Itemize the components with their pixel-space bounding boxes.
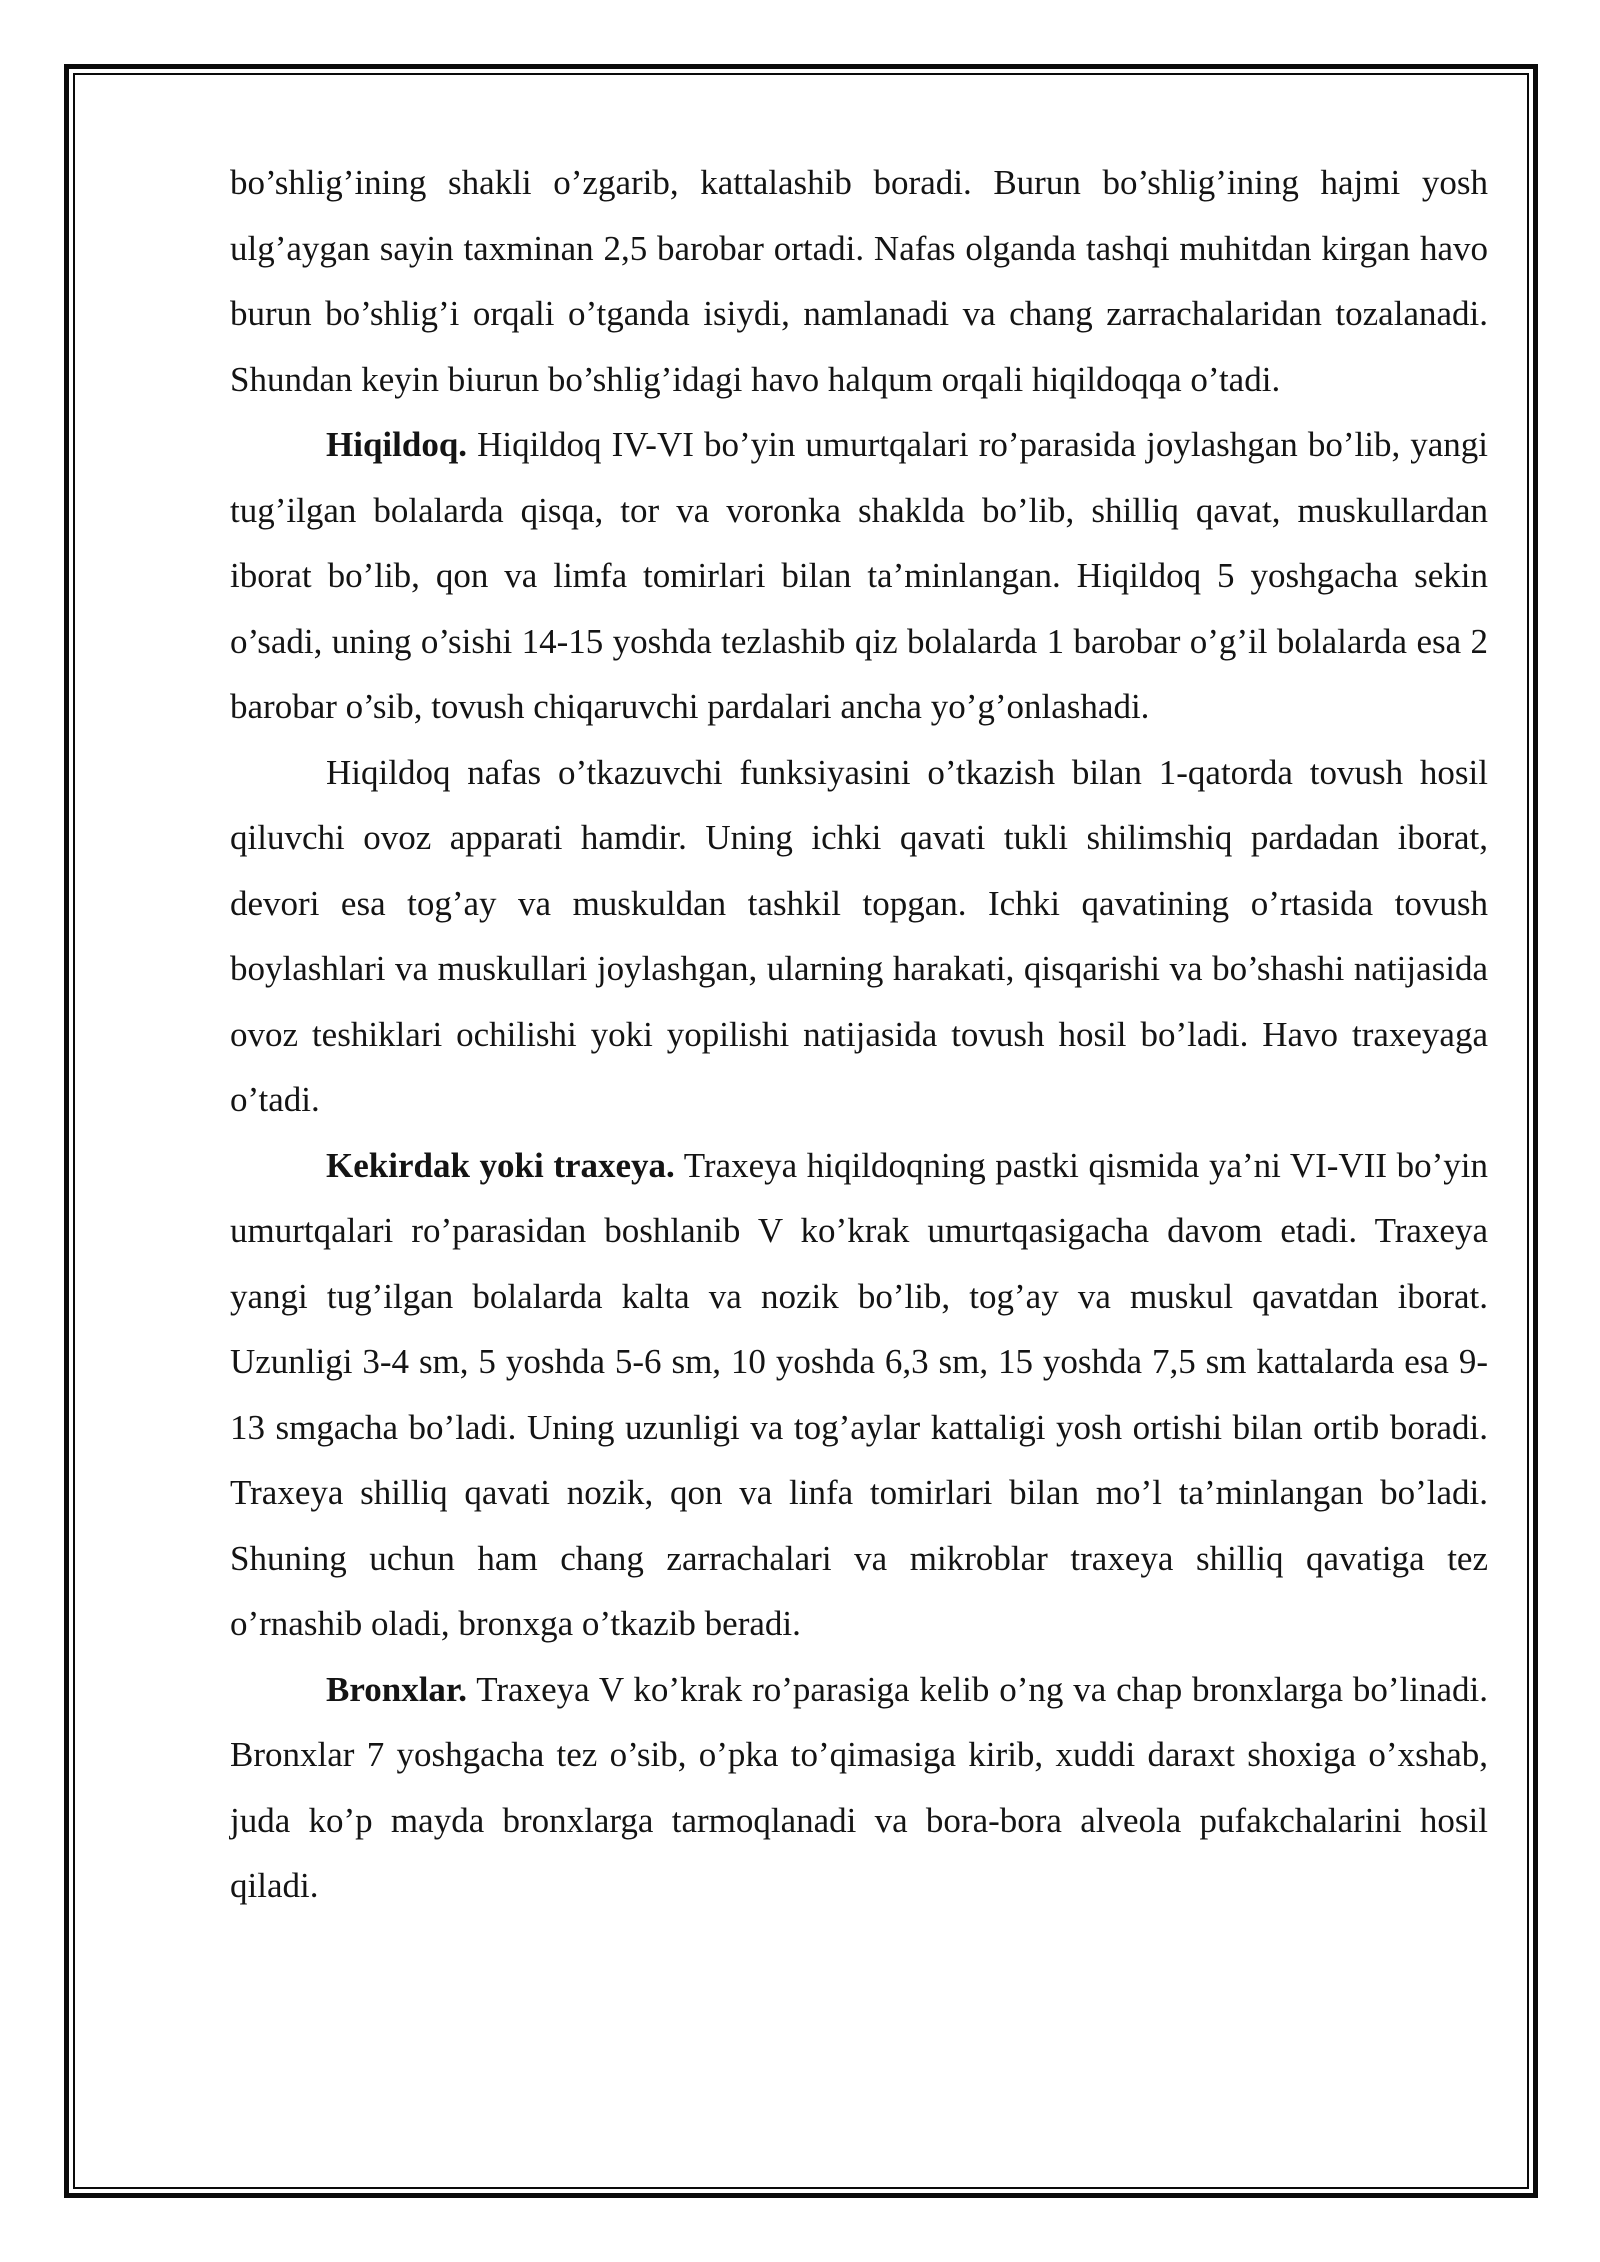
- section-heading-bronchi: Bronxlar.: [326, 1669, 468, 1709]
- paragraph-text: Traxeya V ko’krak ro’parasiga kelib o’ng va chap bronxlarga bo’linadi. Bronxlar 7 yoshgacha tez o’sib, o’pka to’qimasiga kirib, xuddi daraxt shoxiga o’xshab, juda ko’p mayda bronxlarga tarmoqlanadi va bora-bora alveola pufakchalarini hosil qiladi.: [230, 1669, 1488, 1905]
- paragraph-larynx-function: [230, 740, 1488, 1133]
- paragraph-larynx: [230, 412, 1488, 740]
- paragraph-text: bo’shlig’ining shakli o’zgarib, kattalashib boradi. Burun bo’shlig’ining hajmi yosh ulg’aygan sayin taxminan 2,5 barobar ortadi. Nafas olganda tashqi muhitdan kirgan havo burun bo’shlig’i orqali o’tganda isiydi, namlanadi va chang zarrachalaridan tozalanadi. Shundan keyin biurun bo’shlig’idagi havo halqum orqali hiqildoqqa o’tadi.: [230, 163, 1488, 399]
- paragraph-text: Traxeya hiqildoqning pastki qismida ya’ni VI-VII bo’yin umurtqalari ro’parasidan boshlanib V ko’krak umurtqasigacha davom etadi. Traxeya yangi tug’ilgan bolalarda kalta va nozik bo’lib, tog’ay va muskul qavatdan iborat. Uzunligi 3-4 sm, 5 yoshda 5-6 sm, 10 yoshda 6,3 sm, 15 yoshda 7,5 sm kattalarda esa 9-13 smgacha bo’ladi. Uning uzunligi va tog’aylar kattaligi yosh ortishi bilan ortib boradi. Traxeya shilliq qavati nozik, qon va linfa tomirlari bilan mo’l ta’minlangan bo’ladi. Shuning uchun ham chang zarrachalari va mikroblar traxeya shilliq qavatiga tez o’rnashib oladi, bronxga o’tkazib beradi.: [230, 1145, 1488, 1643]
- paragraph-trachea: [230, 1133, 1488, 1657]
- paragraph-text: Hiqildoq IV-VI bo’yin umurtqalari ro’parasida joylashgan bo’lib, yangi tug’ilgan bolalarda qisqa, tor va voronka shaklda bo’lib, shilliq qavat, muskullardan iborat bo’lib, qon va limfa tomirlari bilan ta’minlangan. Hiqildoq 5 yoshgacha sekin o’sadi, uning o’sishi 14-15 yoshda tezlashib qiz bolalarda 1 barobar o’g’il bolalarda esa 2 barobar o’sib, tovush chiqaruvchi pardalari ancha yo’g’onlashadi.: [230, 425, 1488, 726]
- section-heading-larynx: Hiqildoq.: [326, 425, 468, 464]
- paragraph-bronchi: [230, 1657, 1488, 1919]
- paragraph-nasal-cavity: [230, 150, 1488, 412]
- paragraph-text: Hiqildoq nafas o’tkazuvchi funksiyasini o’tkazish bilan 1-qatorda tovush hosil qiluvchi ovoz apparati hamdir. Uning ichki qavati tukli shilimshiq pardadan iborat, devori esa tog’ay va muskuldan tashkil topgan. Ichki qavatining o’rtasida tovush boylashlari va muskullari joylashgan, ularning harakati, qisqarishi va bo’shashi natijasida ovoz teshiklari ochilishi yoki yopilishi natijasida tovush hosil bo’ladi. Havo traxeyaga o’tadi.: [230, 752, 1488, 1119]
- document-body: [230, 150, 1488, 1919]
- section-heading-trachea: Kekirdak yoki traxeya.: [326, 1145, 675, 1185]
